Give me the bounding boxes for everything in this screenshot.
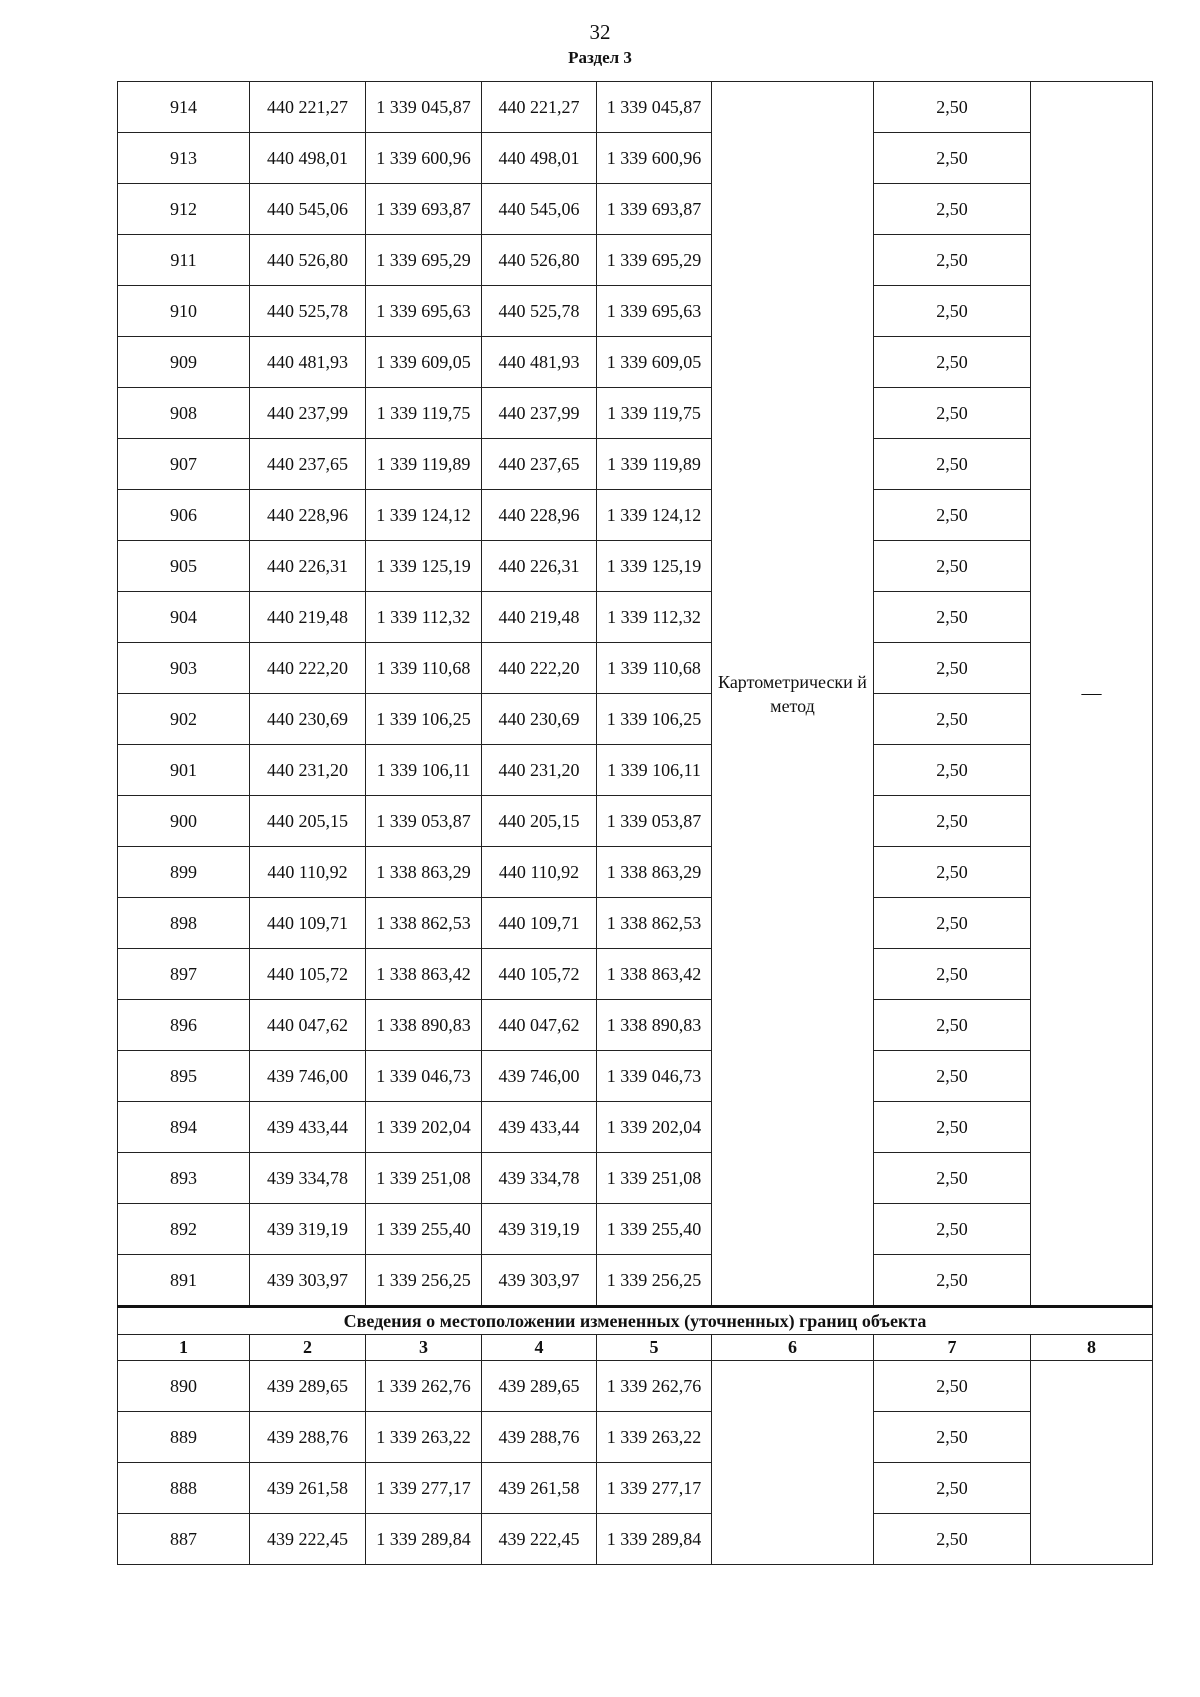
refined-x-cell: 440 109,71 (482, 898, 597, 949)
point-number-cell: 908 (118, 388, 250, 439)
accuracy-cell: 2,50 (874, 1255, 1031, 1307)
existing-y-cell: 1 339 289,84 (366, 1514, 482, 1565)
point-number-cell: 894 (118, 1102, 250, 1153)
existing-x-cell: 440 237,99 (250, 388, 366, 439)
refined-x-cell: 440 237,65 (482, 439, 597, 490)
point-number-cell: 914 (118, 82, 250, 133)
refined-y-cell: 1 339 600,96 (597, 133, 712, 184)
existing-x-cell: 440 221,27 (250, 82, 366, 133)
refined-x-cell: 439 433,44 (482, 1102, 597, 1153)
column-number-cell: 3 (366, 1335, 482, 1361)
refined-x-cell: 440 047,62 (482, 1000, 597, 1051)
column-number-cell: 4 (482, 1335, 597, 1361)
refined-x-cell: 440 230,69 (482, 694, 597, 745)
refined-y-cell: 1 339 693,87 (597, 184, 712, 235)
point-number-cell: 902 (118, 694, 250, 745)
existing-x-cell: 440 047,62 (250, 1000, 366, 1051)
point-number-cell: 892 (118, 1204, 250, 1255)
point-number-cell: 913 (118, 133, 250, 184)
refined-x-cell: 440 205,15 (482, 796, 597, 847)
existing-x-cell: 440 526,80 (250, 235, 366, 286)
refined-y-cell: 1 339 609,05 (597, 337, 712, 388)
existing-y-cell: 1 339 112,32 (366, 592, 482, 643)
accuracy-cell: 2,50 (874, 235, 1031, 286)
existing-y-cell: 1 339 106,25 (366, 694, 482, 745)
refined-x-cell: 439 746,00 (482, 1051, 597, 1102)
existing-x-cell: 440 237,65 (250, 439, 366, 490)
accuracy-cell: 2,50 (874, 337, 1031, 388)
refined-x-cell: 440 526,80 (482, 235, 597, 286)
point-number-cell: 911 (118, 235, 250, 286)
point-number-cell: 895 (118, 1051, 250, 1102)
existing-x-cell: 439 319,19 (250, 1204, 366, 1255)
page-number: 32 (589, 20, 611, 44)
column-number-cell: 6 (712, 1335, 874, 1361)
point-number-cell: 898 (118, 898, 250, 949)
existing-x-cell: 440 110,92 (250, 847, 366, 898)
description-cell (1031, 1361, 1153, 1565)
table-row (118, 337, 1153, 388)
accuracy-cell: 2,50 (874, 796, 1031, 847)
column-number-cell: 8 (1031, 1335, 1153, 1361)
table-row (118, 643, 1153, 694)
subsection-header (118, 1307, 1153, 1361)
existing-x-cell: 440 105,72 (250, 949, 366, 1000)
existing-y-cell: 1 339 119,75 (366, 388, 482, 439)
accuracy-cell: 2,50 (874, 1204, 1031, 1255)
refined-x-cell: 439 261,58 (482, 1463, 597, 1514)
point-number-cell: 900 (118, 796, 250, 847)
table-row (118, 745, 1153, 796)
point-number-cell: 906 (118, 490, 250, 541)
accuracy-cell: 2,50 (874, 184, 1031, 235)
refined-y-cell: 1 339 053,87 (597, 796, 712, 847)
accuracy-cell: 2,50 (874, 1361, 1031, 1412)
point-number-cell: 903 (118, 643, 250, 694)
method-cell: Картометрически й метод (712, 82, 874, 1307)
existing-x-cell: 439 261,58 (250, 1463, 366, 1514)
existing-y-cell: 1 339 053,87 (366, 796, 482, 847)
point-number-cell: 896 (118, 1000, 250, 1051)
refined-y-cell: 1 339 045,87 (597, 82, 712, 133)
refined-y-cell: 1 339 262,76 (597, 1361, 712, 1412)
refined-x-cell: 440 237,99 (482, 388, 597, 439)
existing-y-cell: 1 339 251,08 (366, 1153, 482, 1204)
table-row (118, 949, 1153, 1000)
point-number-cell: 905 (118, 541, 250, 592)
existing-y-cell: 1 339 106,11 (366, 745, 482, 796)
method-cell (712, 1361, 874, 1565)
table-row (118, 1412, 1153, 1463)
point-number-cell: 899 (118, 847, 250, 898)
point-number-cell: 897 (118, 949, 250, 1000)
existing-x-cell: 440 205,15 (250, 796, 366, 847)
subsection-title: Сведения о местоположении измененных (уточненных) границ объекта (118, 1307, 1153, 1335)
existing-y-cell: 1 339 110,68 (366, 643, 482, 694)
refined-y-cell: 1 338 890,83 (597, 1000, 712, 1051)
existing-y-cell: 1 339 695,63 (366, 286, 482, 337)
existing-x-cell: 440 228,96 (250, 490, 366, 541)
refined-x-cell: 440 525,78 (482, 286, 597, 337)
existing-x-cell: 440 109,71 (250, 898, 366, 949)
point-number-cell: 912 (118, 184, 250, 235)
table-row (118, 694, 1153, 745)
point-number-cell: 891 (118, 1255, 250, 1307)
table-row (118, 388, 1153, 439)
existing-y-cell: 1 339 277,17 (366, 1463, 482, 1514)
existing-x-cell: 439 303,97 (250, 1255, 366, 1307)
accuracy-cell: 2,50 (874, 643, 1031, 694)
table-row (118, 490, 1153, 541)
column-number-cell: 7 (874, 1335, 1031, 1361)
refined-x-cell: 439 334,78 (482, 1153, 597, 1204)
existing-y-cell: 1 339 045,87 (366, 82, 482, 133)
existing-x-cell: 439 289,65 (250, 1361, 366, 1412)
refined-x-cell: 440 481,93 (482, 337, 597, 388)
accuracy-cell: 2,50 (874, 388, 1031, 439)
point-number-cell: 893 (118, 1153, 250, 1204)
point-number-cell: 904 (118, 592, 250, 643)
table-row (118, 235, 1153, 286)
accuracy-cell: 2,50 (874, 439, 1031, 490)
existing-y-cell: 1 339 263,22 (366, 1412, 482, 1463)
upper-table-body (118, 82, 1153, 1307)
refined-y-cell: 1 339 256,25 (597, 1255, 712, 1307)
table-row (118, 1153, 1153, 1204)
refined-y-cell: 1 339 263,22 (597, 1412, 712, 1463)
refined-x-cell: 440 110,92 (482, 847, 597, 898)
table-row (118, 1361, 1153, 1412)
refined-x-cell: 439 303,97 (482, 1255, 597, 1307)
refined-y-cell: 1 339 277,17 (597, 1463, 712, 1514)
point-number-cell: 887 (118, 1514, 250, 1565)
refined-y-cell: 1 339 112,32 (597, 592, 712, 643)
refined-x-cell: 440 105,72 (482, 949, 597, 1000)
existing-y-cell: 1 339 693,87 (366, 184, 482, 235)
column-number-cell: 2 (250, 1335, 366, 1361)
coordinates-table (117, 81, 1153, 1565)
refined-y-cell: 1 338 863,42 (597, 949, 712, 1000)
table-row (118, 1204, 1153, 1255)
accuracy-cell: 2,50 (874, 1463, 1031, 1514)
table-row (118, 1102, 1153, 1153)
refined-y-cell: 1 339 289,84 (597, 1514, 712, 1565)
refined-x-cell: 440 545,06 (482, 184, 597, 235)
existing-y-cell: 1 338 863,29 (366, 847, 482, 898)
refined-x-cell: 439 288,76 (482, 1412, 597, 1463)
accuracy-cell: 2,50 (874, 1051, 1031, 1102)
existing-x-cell: 440 481,93 (250, 337, 366, 388)
accuracy-cell: 2,50 (874, 592, 1031, 643)
refined-x-cell: 439 319,19 (482, 1204, 597, 1255)
existing-y-cell: 1 339 202,04 (366, 1102, 482, 1153)
refined-y-cell: 1 339 695,63 (597, 286, 712, 337)
accuracy-cell: 2,50 (874, 1153, 1031, 1204)
refined-y-cell: 1 338 863,29 (597, 847, 712, 898)
existing-y-cell: 1 339 119,89 (366, 439, 482, 490)
existing-y-cell: 1 338 890,83 (366, 1000, 482, 1051)
refined-y-cell: 1 339 106,11 (597, 745, 712, 796)
table-row (118, 541, 1153, 592)
accuracy-cell: 2,50 (874, 847, 1031, 898)
refined-y-cell: 1 339 202,04 (597, 1102, 712, 1153)
accuracy-cell: 2,50 (874, 541, 1031, 592)
accuracy-cell: 2,50 (874, 1102, 1031, 1153)
refined-y-cell: 1 339 119,89 (597, 439, 712, 490)
existing-y-cell: 1 338 863,42 (366, 949, 482, 1000)
existing-x-cell: 439 746,00 (250, 1051, 366, 1102)
table-row (118, 439, 1153, 490)
refined-x-cell: 440 221,27 (482, 82, 597, 133)
existing-x-cell: 439 334,78 (250, 1153, 366, 1204)
refined-x-cell: 440 222,20 (482, 643, 597, 694)
point-number-cell: 907 (118, 439, 250, 490)
section-title: Раздел 3 (568, 48, 632, 67)
refined-x-cell: 440 231,20 (482, 745, 597, 796)
point-number-cell: 901 (118, 745, 250, 796)
existing-y-cell: 1 338 862,53 (366, 898, 482, 949)
refined-x-cell: 439 289,65 (482, 1361, 597, 1412)
point-number-cell: 909 (118, 337, 250, 388)
refined-x-cell: 439 222,45 (482, 1514, 597, 1565)
column-number-cell: 1 (118, 1335, 250, 1361)
table-row (118, 847, 1153, 898)
point-number-cell: 888 (118, 1463, 250, 1514)
refined-y-cell: 1 339 125,19 (597, 541, 712, 592)
table-row (118, 133, 1153, 184)
point-number-cell: 910 (118, 286, 250, 337)
table-row (118, 82, 1153, 133)
table-row (118, 1463, 1153, 1514)
accuracy-cell: 2,50 (874, 1000, 1031, 1051)
column-number-cell: 5 (597, 1335, 712, 1361)
existing-x-cell: 440 231,20 (250, 745, 366, 796)
existing-y-cell: 1 339 695,29 (366, 235, 482, 286)
existing-y-cell: 1 339 124,12 (366, 490, 482, 541)
refined-x-cell: 440 228,96 (482, 490, 597, 541)
point-number-cell: 890 (118, 1361, 250, 1412)
refined-y-cell: 1 339 251,08 (597, 1153, 712, 1204)
refined-y-cell: 1 339 124,12 (597, 490, 712, 541)
existing-x-cell: 440 230,69 (250, 694, 366, 745)
refined-y-cell: 1 338 862,53 (597, 898, 712, 949)
accuracy-cell: 2,50 (874, 286, 1031, 337)
refined-y-cell: 1 339 106,25 (597, 694, 712, 745)
existing-y-cell: 1 339 125,19 (366, 541, 482, 592)
existing-x-cell: 440 226,31 (250, 541, 366, 592)
existing-y-cell: 1 339 609,05 (366, 337, 482, 388)
accuracy-cell: 2,50 (874, 694, 1031, 745)
refined-x-cell: 440 498,01 (482, 133, 597, 184)
refined-y-cell: 1 339 110,68 (597, 643, 712, 694)
table-row (118, 1255, 1153, 1307)
accuracy-cell: 2,50 (874, 490, 1031, 541)
accuracy-cell: 2,50 (874, 949, 1031, 1000)
existing-y-cell: 1 339 255,40 (366, 1204, 482, 1255)
point-number-cell: 889 (118, 1412, 250, 1463)
table-row (118, 592, 1153, 643)
refined-y-cell: 1 339 046,73 (597, 1051, 712, 1102)
table-row (118, 898, 1153, 949)
existing-x-cell: 440 219,48 (250, 592, 366, 643)
accuracy-cell: 2,50 (874, 898, 1031, 949)
refined-y-cell: 1 339 119,75 (597, 388, 712, 439)
table-row (118, 184, 1153, 235)
existing-x-cell: 440 222,20 (250, 643, 366, 694)
lower-table-body (118, 1361, 1153, 1565)
accuracy-cell: 2,50 (874, 133, 1031, 184)
refined-x-cell: 440 219,48 (482, 592, 597, 643)
existing-x-cell: 440 525,78 (250, 286, 366, 337)
existing-y-cell: 1 339 256,25 (366, 1255, 482, 1307)
accuracy-cell: 2,50 (874, 82, 1031, 133)
existing-x-cell: 440 545,06 (250, 184, 366, 235)
accuracy-cell: 2,50 (874, 1514, 1031, 1565)
refined-y-cell: 1 339 255,40 (597, 1204, 712, 1255)
table-row (118, 1000, 1153, 1051)
existing-y-cell: 1 339 046,73 (366, 1051, 482, 1102)
accuracy-cell: 2,50 (874, 1412, 1031, 1463)
existing-x-cell: 439 222,45 (250, 1514, 366, 1565)
refined-y-cell: 1 339 695,29 (597, 235, 712, 286)
column-number-row (118, 1335, 1153, 1361)
refined-x-cell: 440 226,31 (482, 541, 597, 592)
description-cell: — (1031, 82, 1153, 1307)
table-row (118, 286, 1153, 337)
subsection-title-row (118, 1307, 1153, 1335)
table-row (118, 1051, 1153, 1102)
accuracy-cell: 2,50 (874, 745, 1031, 796)
existing-y-cell: 1 339 262,76 (366, 1361, 482, 1412)
table-row (118, 1514, 1153, 1565)
existing-x-cell: 439 433,44 (250, 1102, 366, 1153)
existing-y-cell: 1 339 600,96 (366, 133, 482, 184)
table-row (118, 796, 1153, 847)
existing-x-cell: 440 498,01 (250, 133, 366, 184)
existing-x-cell: 439 288,76 (250, 1412, 366, 1463)
